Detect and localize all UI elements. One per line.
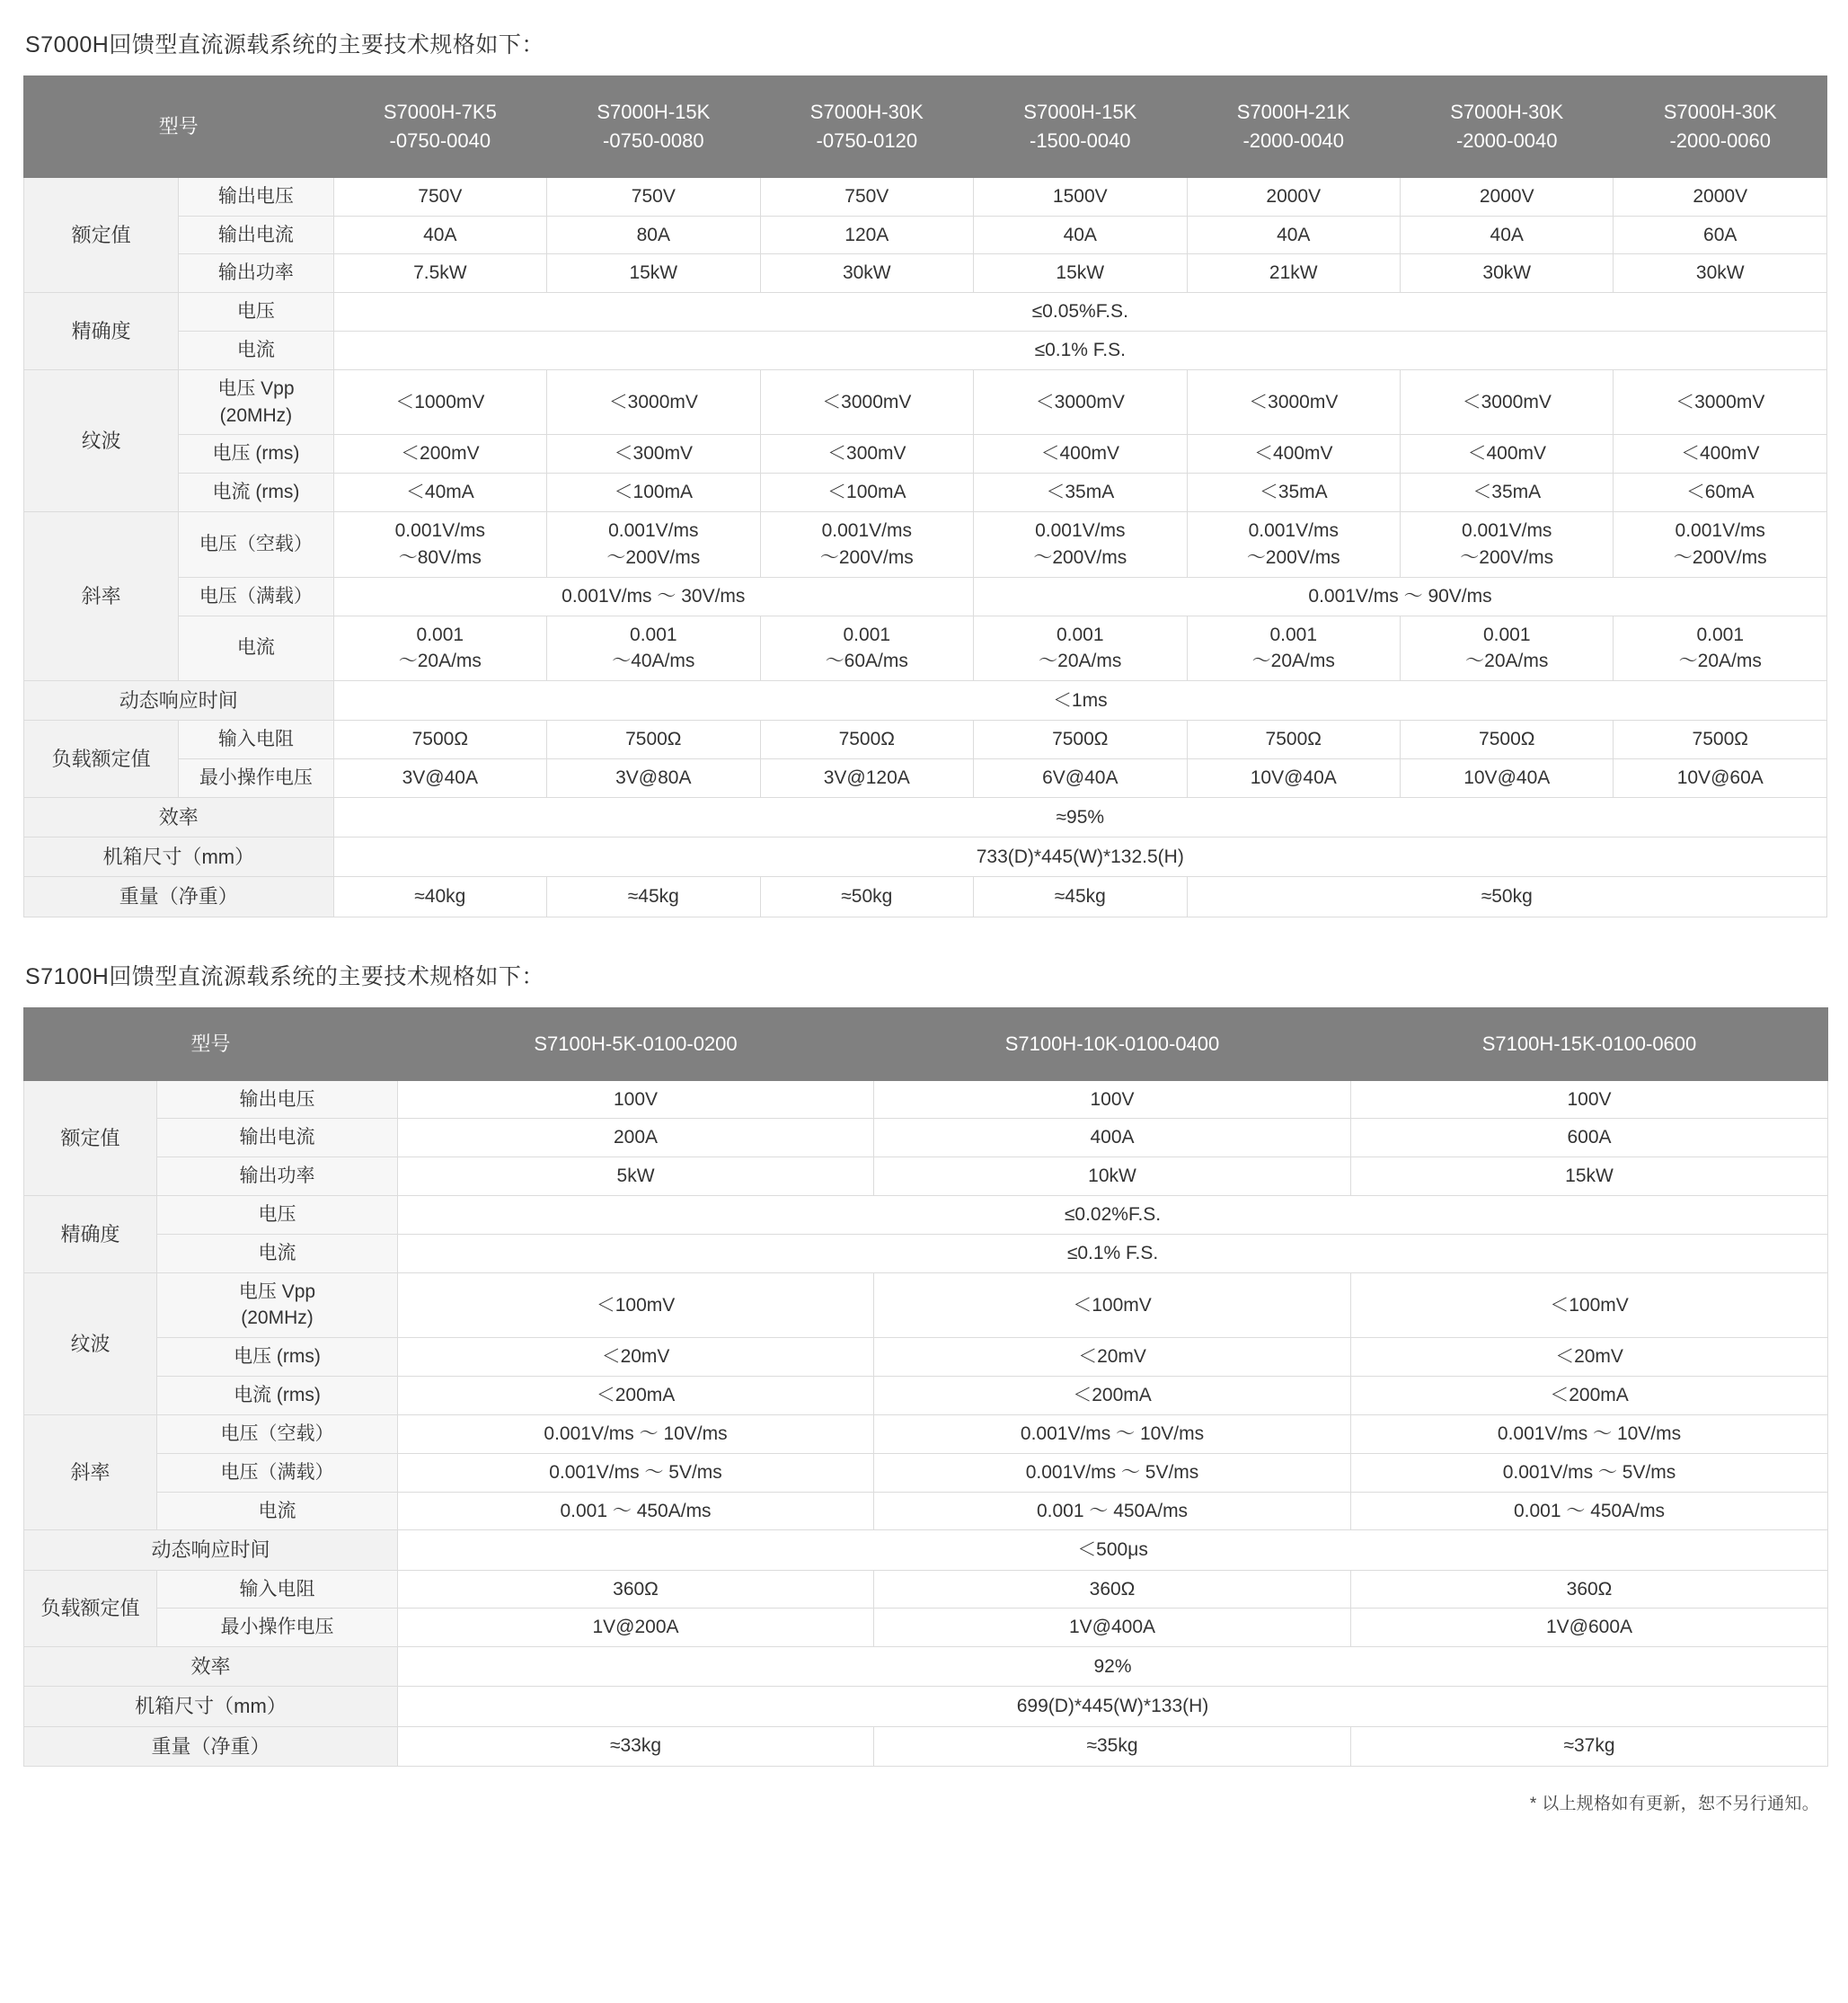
- cell-slew-v-fullload-right: 0.001V/ms ～ 90V/ms: [974, 577, 1827, 616]
- cell-out-voltage-1: 750V: [333, 177, 546, 216]
- header-model-3-line1: S7000H-30K: [809, 101, 924, 123]
- cell-min-op-voltage-7: 10V@60A: [1614, 759, 1827, 798]
- cell-out-current-5: 40A: [1187, 216, 1400, 254]
- row-label-out-voltage: 输出电压: [157, 1080, 398, 1119]
- cell-slew-current-1: 0.001 ～ 450A/ms: [398, 1492, 874, 1530]
- cell-input-resistance-7: 7500Ω: [1614, 721, 1827, 759]
- cell-out-current-7: 60A: [1614, 216, 1827, 254]
- cell-slew-current-2: 0.001 ～ 450A/ms: [874, 1492, 1351, 1530]
- group-label-slew: 斜率: [24, 512, 179, 681]
- cell-out-voltage-2: 750V: [547, 177, 760, 216]
- row-label-slew-current: 电流: [157, 1492, 398, 1530]
- cell-input-resistance-3: 7500Ω: [760, 721, 973, 759]
- header-model-6: [1401, 76, 1614, 178]
- cell-acc-voltage: ≤0.02%F.S.: [398, 1196, 1828, 1235]
- row-label-ripple-vrms: 电压 (rms): [157, 1338, 398, 1377]
- cell-weight-1: ≈40kg: [333, 877, 546, 917]
- cell-slew-current-2-line2: ～40A/ms: [612, 651, 695, 672]
- table-row: [24, 1196, 1828, 1235]
- table-row: [24, 1157, 1828, 1196]
- cell-slew-v-noload-3: 0.001V/ms ～ 10V/ms: [1351, 1414, 1828, 1453]
- group-label-dynamic: 动态响应时间: [24, 681, 334, 721]
- header-model-4-line2: -1500-0040: [1030, 129, 1131, 152]
- cell-out-voltage-1: 100V: [398, 1080, 874, 1119]
- cell-ripple-irms-7: ＜60mA: [1614, 474, 1827, 512]
- header-model-4-line1: S7000H-15K: [1023, 101, 1137, 123]
- cell-slew-current-7: [1614, 616, 1827, 681]
- cell-slew-current-5: [1187, 616, 1400, 681]
- cell-ripple-vrms-2: ＜300mV: [547, 435, 760, 474]
- cell-out-power-2: 10kW: [874, 1157, 1351, 1196]
- table-row: [24, 1414, 1828, 1453]
- header-model-label: 型号: [24, 76, 334, 178]
- cell-slew-current-1: [333, 616, 546, 681]
- row-label-out-power: 输出功率: [179, 254, 333, 293]
- row-label-slew-v-noload: 电压（空载）: [179, 512, 333, 578]
- cell-out-power-2: 15kW: [547, 254, 760, 293]
- header-model-5-line2: -2000-0040: [1242, 129, 1345, 152]
- spec-table-s7000h: [23, 75, 1827, 917]
- table-row: [24, 293, 1827, 332]
- group-label-load-rated: 负载额定值: [24, 1570, 157, 1647]
- table-row: [24, 474, 1827, 512]
- cell-ripple-vpp-2: ＜100mV: [874, 1272, 1351, 1338]
- cell-ripple-vrms-3: ＜300mV: [760, 435, 973, 474]
- cell-slew-current-6-line2: ～20A/ms: [1465, 651, 1549, 672]
- table-row: [24, 1119, 1828, 1157]
- header-model-2-line2: -0750-0080: [603, 129, 704, 152]
- group-label-load-rated: 负载额定值: [24, 721, 179, 798]
- cell-ripple-vpp-1: ＜100mV: [398, 1272, 874, 1338]
- table-row: [24, 1234, 1828, 1272]
- cell-ripple-vrms-3: ＜20mV: [1351, 1338, 1828, 1377]
- table-row: [24, 254, 1827, 293]
- cell-dimensions: 699(D)*445(W)*133(H): [398, 1687, 1828, 1726]
- cell-ripple-irms-1: ＜200mA: [398, 1377, 874, 1415]
- table-row: [24, 1080, 1828, 1119]
- cell-out-voltage-3: 100V: [1351, 1080, 1828, 1119]
- cell-ripple-vrms-1: ＜200mV: [333, 435, 546, 474]
- cell-input-resistance-1: 360Ω: [398, 1570, 874, 1609]
- cell-out-voltage-7: 2000V: [1614, 177, 1827, 216]
- group-label-efficiency: 效率: [24, 798, 334, 838]
- group-label-accuracy: 精确度: [24, 1196, 157, 1273]
- row-label-ripple-vpp-line1: 电压 Vpp: [238, 1281, 316, 1302]
- header-model-4: [974, 76, 1187, 178]
- cell-min-op-voltage-4: 6V@40A: [974, 759, 1187, 798]
- cell-efficiency: ≈95%: [333, 798, 1826, 838]
- table-row: [24, 577, 1827, 616]
- cell-out-power-3: 15kW: [1351, 1157, 1828, 1196]
- cell-weight-5: ≈50kg: [1187, 877, 1826, 917]
- row-label-slew-current: 电流: [179, 616, 333, 681]
- cell-slew-current-6: [1401, 616, 1614, 681]
- group-label-weight: 重量（净重）: [24, 877, 334, 917]
- row-label-out-voltage: 输出电压: [179, 177, 333, 216]
- cell-out-power-3: 30kW: [760, 254, 973, 293]
- cell-ripple-vpp-2: ＜3000mV: [547, 369, 760, 435]
- cell-ripple-vrms-5: ＜400mV: [1187, 435, 1400, 474]
- cell-min-op-voltage-6: 10V@40A: [1401, 759, 1614, 798]
- table-row: [24, 838, 1827, 877]
- cell-out-current-3: 120A: [760, 216, 973, 254]
- cell-slew-v-noload-3-line2: ～200V/ms: [819, 546, 914, 568]
- table-row: [24, 332, 1827, 370]
- cell-slew-v-noload-5-line1: 0.001V/ms: [1248, 520, 1339, 542]
- row-label-ripple-vrms: 电压 (rms): [179, 435, 333, 474]
- row-label-slew-v-fullload: 电压（满载）: [157, 1453, 398, 1492]
- header-model-1: S7100H-5K-0100-0200: [398, 1007, 874, 1080]
- cell-slew-v-noload-5: [1187, 512, 1400, 578]
- cell-ripple-irms-3: ＜100mA: [760, 474, 973, 512]
- cell-ripple-vpp-3: ＜3000mV: [760, 369, 973, 435]
- row-label-ripple-irms: 电流 (rms): [157, 1377, 398, 1415]
- cell-slew-v-noload-6-line1: 0.001V/ms: [1462, 520, 1552, 542]
- table-row: [24, 1570, 1828, 1609]
- table-row: [24, 1687, 1828, 1726]
- cell-min-op-voltage-2: 3V@80A: [547, 759, 760, 798]
- cell-input-resistance-5: 7500Ω: [1187, 721, 1400, 759]
- cell-out-power-5: 21kW: [1187, 254, 1400, 293]
- cell-slew-current-7-line2: ～20A/ms: [1678, 651, 1762, 672]
- cell-slew-current-4: [974, 616, 1187, 681]
- cell-weight-3: ≈50kg: [760, 877, 973, 917]
- cell-ripple-irms-3: ＜200mA: [1351, 1377, 1828, 1415]
- cell-slew-v-noload-5-line2: ～200V/ms: [1246, 546, 1340, 568]
- cell-slew-v-noload-7-line2: ～200V/ms: [1673, 546, 1767, 568]
- cell-ripple-vrms-2: ＜20mV: [874, 1338, 1351, 1377]
- row-label-out-current: 输出电流: [179, 216, 333, 254]
- row-label-ripple-vpp: [157, 1272, 398, 1338]
- group-label-rated: 额定值: [24, 1080, 157, 1195]
- footnote-text: * 以上规格如有更新，恕不另行通知。: [1529, 1794, 1819, 1813]
- cell-efficiency: 92%: [398, 1647, 1828, 1687]
- cell-out-power-4: 15kW: [974, 254, 1187, 293]
- table-row: [24, 616, 1827, 681]
- cell-slew-v-noload-6: [1401, 512, 1614, 578]
- cell-slew-v-fullload-1: 0.001V/ms ～ 5V/ms: [398, 1453, 874, 1492]
- group-label-ripple: 纹波: [24, 1272, 157, 1414]
- cell-out-power-7: 30kW: [1614, 254, 1827, 293]
- cell-out-current-6: 40A: [1401, 216, 1614, 254]
- row-label-acc-current: 电流: [157, 1234, 398, 1272]
- cell-ripple-irms-1: ＜40mA: [333, 474, 546, 512]
- table-row: [24, 216, 1827, 254]
- cell-slew-current-2: [547, 616, 760, 681]
- header-model-7-line2: -2000-0060: [1669, 129, 1772, 152]
- cell-slew-v-noload-3-line1: 0.001V/ms: [821, 520, 912, 542]
- cell-slew-v-noload-1: 0.001V/ms ～ 10V/ms: [398, 1414, 874, 1453]
- cell-min-op-voltage-1: 3V@40A: [333, 759, 546, 798]
- cell-input-resistance-6: 7500Ω: [1401, 721, 1614, 759]
- table-row: [24, 177, 1827, 216]
- cell-slew-v-noload-2-line1: 0.001V/ms: [608, 520, 699, 542]
- header-model-3: S7100H-15K-0100-0600: [1351, 1007, 1828, 1080]
- cell-slew-current-4-line1: 0.001: [1056, 624, 1104, 645]
- cell-weight-2: ≈45kg: [547, 877, 760, 917]
- row-label-ripple-vpp-line2: (20MHz): [241, 1307, 314, 1329]
- cell-ripple-vrms-1: ＜20mV: [398, 1338, 874, 1377]
- table-row: [24, 1647, 1828, 1687]
- cell-weight-1: ≈33kg: [398, 1726, 874, 1766]
- cell-slew-v-noload-7-line1: 0.001V/ms: [1675, 520, 1765, 542]
- cell-min-op-voltage-2: 1V@400A: [874, 1609, 1351, 1647]
- cell-ripple-vpp-7: ＜3000mV: [1614, 369, 1827, 435]
- cell-dynamic-response: ＜1ms: [333, 681, 1826, 721]
- table-row: [24, 1530, 1828, 1570]
- cell-out-current-1: 200A: [398, 1119, 874, 1157]
- cell-slew-current-3-line2: ～60A/ms: [825, 651, 908, 672]
- row-label-ripple-vpp: [179, 369, 333, 435]
- cell-slew-v-fullload-3: 0.001V/ms ～ 5V/ms: [1351, 1453, 1828, 1492]
- header-model-6-line1: S7000H-30K: [1450, 101, 1564, 123]
- group-label-slew: 斜率: [24, 1414, 157, 1529]
- group-label-efficiency: 效率: [24, 1647, 398, 1687]
- group-label-ripple: 纹波: [24, 369, 179, 511]
- cell-ripple-vrms-7: ＜400mV: [1614, 435, 1827, 474]
- header-model-5: [1187, 76, 1400, 178]
- row-label-ripple-vpp-line2: (20MHz): [219, 404, 293, 426]
- cell-slew-v-noload-3: [760, 512, 973, 578]
- group-label-dimensions: 机箱尺寸（mm）: [24, 838, 334, 877]
- cell-slew-v-noload-4: [974, 512, 1187, 578]
- cell-slew-v-noload-1: [333, 512, 546, 578]
- cell-slew-v-noload-2: 0.001V/ms ～ 10V/ms: [874, 1414, 1351, 1453]
- header-model-1-line2: -0750-0040: [389, 129, 491, 152]
- cell-ripple-vpp-4: ＜3000mV: [974, 369, 1187, 435]
- header-model-2: S7100H-10K-0100-0400: [874, 1007, 1351, 1080]
- table-header-row: [24, 1007, 1828, 1080]
- header-model-7-line1: S7000H-30K: [1663, 101, 1777, 123]
- cell-ripple-vpp-1: ＜1000mV: [333, 369, 546, 435]
- row-label-input-resistance: 输入电阻: [157, 1570, 398, 1609]
- section-title-s7100h: S7100H回馈型直流源载系统的主要技术规格如下：: [25, 963, 544, 989]
- cell-out-power-1: 7.5kW: [333, 254, 546, 293]
- group-label-accuracy: 精确度: [24, 293, 179, 370]
- table-row: [24, 759, 1827, 798]
- group-label-rated: 额定值: [24, 177, 179, 292]
- cell-slew-current-3-line1: 0.001: [843, 624, 891, 645]
- cell-weight-3: ≈37kg: [1351, 1726, 1828, 1766]
- cell-min-op-voltage-5: 10V@40A: [1187, 759, 1400, 798]
- cell-out-current-4: 40A: [974, 216, 1187, 254]
- cell-out-current-2: 80A: [547, 216, 760, 254]
- row-label-acc-current: 电流: [179, 332, 333, 370]
- header-model-6-line2: -2000-0040: [1455, 129, 1558, 152]
- table-row: [24, 435, 1827, 474]
- cell-slew-current-3: 0.001 ～ 450A/ms: [1351, 1492, 1828, 1530]
- cell-input-resistance-2: 360Ω: [874, 1570, 1351, 1609]
- row-label-input-resistance: 输入电阻: [179, 721, 333, 759]
- cell-slew-current-7-line1: 0.001: [1696, 624, 1745, 645]
- header-model-7: [1614, 76, 1827, 178]
- cell-out-current-3: 600A: [1351, 1119, 1828, 1157]
- cell-min-op-voltage-3: 1V@600A: [1351, 1609, 1828, 1647]
- row-label-ripple-vpp-line1: 电压 Vpp: [217, 377, 295, 399]
- cell-ripple-vpp-5: ＜3000mV: [1187, 369, 1400, 435]
- table-row: [24, 1726, 1828, 1766]
- cell-ripple-irms-4: ＜35mA: [974, 474, 1187, 512]
- table-row: [24, 1609, 1828, 1647]
- row-label-out-current: 输出电流: [157, 1119, 398, 1157]
- cell-out-power-6: 30kW: [1401, 254, 1614, 293]
- table-row: [24, 512, 1827, 578]
- cell-ripple-irms-2: ＜200mA: [874, 1377, 1351, 1415]
- header-model-2-line1: S7000H-15K: [597, 101, 711, 123]
- cell-slew-v-noload-4-line1: 0.001V/ms: [1035, 520, 1126, 542]
- cell-min-op-voltage-1: 1V@200A: [398, 1609, 874, 1647]
- cell-dimensions: 733(D)*445(W)*132.5(H): [333, 838, 1826, 877]
- header-model-1-line1: S7000H-7K5: [383, 101, 497, 123]
- table-row: [24, 1272, 1828, 1338]
- cell-min-op-voltage-3: 3V@120A: [760, 759, 973, 798]
- cell-out-current-1: 40A: [333, 216, 546, 254]
- header-model-label: 型号: [24, 1007, 398, 1080]
- cell-slew-v-noload-4-line2: ～200V/ms: [1033, 546, 1127, 568]
- table-row: [24, 1492, 1828, 1530]
- cell-slew-current-5-line1: 0.001: [1269, 624, 1318, 645]
- header-model-1: [333, 76, 546, 178]
- table-header-row: [24, 76, 1827, 178]
- cell-weight-4: ≈45kg: [974, 877, 1187, 917]
- cell-slew-v-noload-2: [547, 512, 760, 578]
- cell-ripple-irms-5: ＜35mA: [1187, 474, 1400, 512]
- table-row: [24, 721, 1827, 759]
- cell-slew-current-1-line2: ～20A/ms: [398, 651, 482, 672]
- cell-ripple-irms-6: ＜35mA: [1401, 474, 1614, 512]
- cell-out-power-1: 5kW: [398, 1157, 874, 1196]
- cell-out-voltage-3: 750V: [760, 177, 973, 216]
- cell-slew-v-fullload-2: 0.001V/ms ～ 5V/ms: [874, 1453, 1351, 1492]
- table-row: [24, 681, 1827, 721]
- cell-slew-current-1-line1: 0.001: [416, 624, 464, 645]
- cell-acc-current: ≤0.1% F.S.: [398, 1234, 1828, 1272]
- cell-slew-current-4-line2: ～20A/ms: [1039, 651, 1122, 672]
- cell-slew-v-noload-1-line1: 0.001V/ms: [394, 520, 486, 542]
- cell-ripple-vpp-3: ＜100mV: [1351, 1272, 1828, 1338]
- cell-out-voltage-4: 1500V: [974, 177, 1187, 216]
- cell-out-voltage-6: 2000V: [1401, 177, 1614, 216]
- row-label-slew-v-noload: 电压（空载）: [157, 1414, 398, 1453]
- cell-input-resistance-4: 7500Ω: [974, 721, 1187, 759]
- group-label-weight: 重量（净重）: [24, 1726, 398, 1766]
- row-label-acc-voltage: 电压: [157, 1196, 398, 1235]
- header-model-2: [547, 76, 760, 178]
- cell-ripple-vrms-4: ＜400mV: [974, 435, 1187, 474]
- cell-input-resistance-1: 7500Ω: [333, 721, 546, 759]
- header-model-3: [760, 76, 973, 178]
- section-title-s7000h: S7000H回馈型直流源载系统的主要技术规格如下：: [25, 32, 544, 58]
- row-label-out-power: 输出功率: [157, 1157, 398, 1196]
- cell-slew-v-noload-2-line2: ～200V/ms: [606, 546, 701, 568]
- cell-slew-current-3: [760, 616, 973, 681]
- row-label-ripple-irms: 电流 (rms): [179, 474, 333, 512]
- cell-slew-current-2-line1: 0.001: [630, 624, 677, 645]
- cell-slew-current-6-line1: 0.001: [1482, 624, 1531, 645]
- header-model-5-line1: S7000H-21K: [1236, 101, 1350, 123]
- table-row: [24, 1338, 1828, 1377]
- row-label-min-op-voltage: 最小操作电压: [157, 1609, 398, 1647]
- table-row: [24, 798, 1827, 838]
- cell-input-resistance-2: 7500Ω: [547, 721, 760, 759]
- cell-slew-v-fullload-left: 0.001V/ms ～ 30V/ms: [333, 577, 973, 616]
- table-row: [24, 877, 1827, 917]
- cell-acc-voltage: ≤0.05%F.S.: [333, 293, 1826, 332]
- cell-out-voltage-5: 2000V: [1187, 177, 1400, 216]
- cell-slew-current-5-line2: ～20A/ms: [1251, 651, 1335, 672]
- row-label-slew-v-fullload: 电压（满载）: [179, 577, 333, 616]
- table-row: [24, 369, 1827, 435]
- cell-slew-v-noload-1-line2: ～80V/ms: [398, 546, 482, 568]
- row-label-min-op-voltage: 最小操作电压: [179, 759, 333, 798]
- cell-ripple-vrms-6: ＜400mV: [1401, 435, 1614, 474]
- cell-weight-2: ≈35kg: [874, 1726, 1351, 1766]
- cell-out-voltage-2: 100V: [874, 1080, 1351, 1119]
- group-label-dimensions: 机箱尺寸（mm）: [24, 1687, 398, 1726]
- cell-ripple-vpp-6: ＜3000mV: [1401, 369, 1614, 435]
- spec-table-s7100h: [23, 1007, 1828, 1767]
- cell-out-current-2: 400A: [874, 1119, 1351, 1157]
- table-row: [24, 1377, 1828, 1415]
- row-label-acc-voltage: 电压: [179, 293, 333, 332]
- cell-input-resistance-3: 360Ω: [1351, 1570, 1828, 1609]
- cell-acc-current: ≤0.1% F.S.: [333, 332, 1826, 370]
- cell-slew-v-noload-6-line2: ～200V/ms: [1460, 546, 1554, 568]
- table-row: [24, 1453, 1828, 1492]
- cell-slew-v-noload-7: [1614, 512, 1827, 578]
- cell-ripple-irms-2: ＜100mA: [547, 474, 760, 512]
- header-model-3-line2: -0750-0120: [816, 129, 918, 152]
- group-label-dynamic: 动态响应时间: [24, 1530, 398, 1570]
- cell-dynamic-response: ＜500μs: [398, 1530, 1828, 1570]
